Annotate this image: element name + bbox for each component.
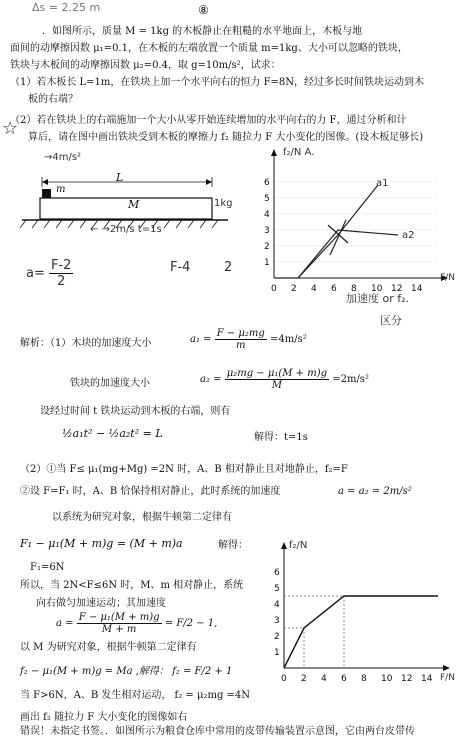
sol-p2-12: 画出 f₂ 随拉力 F 大小变化的图像如右 — [20, 712, 188, 723]
graph1-a2: a2 — [402, 230, 415, 241]
hand-note-cn2: 区分 — [380, 314, 402, 327]
problem-q2-a: （2）若在铁块上的右端施加一个大小从零开始连续增加的水平向右的力 F，通过分析和计 — [10, 115, 407, 126]
x-tick-label: 14 — [411, 284, 423, 294]
sol-p2-11: 当 F>6N，A、B 发生相对运动， f₂ = μ₂mg =4N — [20, 690, 251, 701]
sol-head: 解析：（1）木块的加速度大小 — [20, 338, 152, 349]
x-tick-label: 8 — [351, 284, 357, 294]
sol-p2-8: a = $\frac{\text{F − μ₁(M + m)g}}{M + m}$ = F/2 − 1, — [56, 612, 218, 635]
y-tick-label: 1 — [264, 258, 270, 268]
problem-q2-b: 算后，请在图中画出铁块受到木板的摩擦力 f₂ 随拉力 F 大小变化的图像。(设木板足够长) — [28, 132, 424, 143]
scratch-f-minus: F-4 — [170, 260, 191, 275]
label-m: m — [56, 184, 66, 195]
problem-q1-a: （1）若木板长 L=1m，在铁块上加一个水平向右的恒力 F=8N，经过多长时间铁块运动到木 — [10, 77, 425, 88]
y-tick-label: 1 — [274, 648, 280, 658]
question-number: ⑧ — [198, 3, 209, 17]
sol-p2-4r: 解得： — [218, 540, 248, 551]
x-tick-label: 2 — [301, 674, 307, 684]
hand-note-1kg: 1kg — [214, 198, 233, 209]
problem-line-2: 面间的动摩擦因数 μ₁=0.1，在木板的左端放置一个质量 m=1kg、大小可以忽略的铁块， — [10, 43, 408, 54]
graph-2 — [268, 538, 458, 688]
y-tick-label: 3 — [264, 226, 270, 236]
sol-a2-eq: a₂ = $\frac{\text{μ₂mg − μ₁(M + m)g}}{M}$ =2m/s² — [200, 368, 369, 391]
sol-time: 设经过时间 t 铁块运动到木板的右端，则有 — [40, 406, 231, 417]
y-tick-label: 6 — [274, 568, 280, 578]
x-tick-label: 8 — [361, 674, 367, 684]
sol-p2-6: 所以，当 2N<F≤6N 时，M、m 相对静止，系统 — [20, 580, 244, 591]
y-tick-label: 4 — [264, 210, 270, 220]
sol-disp-result: 解得：t=1s — [254, 432, 308, 443]
sol-p2-2r: a = a₂ = 2m/s² — [338, 486, 412, 497]
hand-note-cn: 加速度 or f₂. — [346, 292, 410, 305]
x-tick-label: 6 — [331, 284, 337, 294]
x-tick-label: 2 — [291, 284, 297, 294]
y-tick-label: 2 — [264, 242, 270, 252]
sol-p2-2: ②设 F=F₁ 时，A、B 恰保持相对静止，此时系统的加速度 — [20, 486, 281, 497]
y-tick-label: 5 — [264, 194, 270, 204]
sol-p2-5: F₁=6N — [30, 562, 65, 573]
star-mark: ☆ — [2, 118, 19, 139]
scratch-a-formula: a= $\frac{F-2}{2}$ — [26, 258, 72, 289]
graph-1 — [258, 145, 458, 295]
x-tick-label: 0 — [281, 674, 287, 684]
problem-q1-b: 板的右端？ — [28, 94, 78, 105]
sol-p2-13: 错误！未指定书签。．如图所示为粮食仓库中常用的皮带传输装置示意图，它由两台皮带传 — [20, 726, 415, 737]
label-M: M — [128, 198, 140, 211]
sol-p2-1: （2）①当 F≤ μ₁(mg+Mg) =2N 时，A、B 相对静止且对地静止，f₂=F — [20, 464, 348, 475]
y-tick-label: 3 — [274, 616, 280, 626]
scratch-two: 2 — [224, 260, 233, 275]
y-tick-label: 4 — [274, 600, 280, 610]
sol-p2-7: 向右做匀加速运动；其加速度 — [36, 598, 166, 609]
problem-line-1: ．如图所示，质量 M = 1kg 的木板静止在粗糙的水平地面上，木板与地 — [42, 26, 363, 37]
x-tick-label: 6 — [341, 674, 347, 684]
graph1-x-label: F/N — [440, 273, 455, 283]
y-tick-label: 2 — [274, 632, 280, 642]
x-tick-label: 4 — [311, 284, 317, 294]
graph2-y-label: f₂/N — [289, 540, 308, 551]
x-tick-label: 14 — [421, 674, 433, 684]
sol-a1-eq: a₁ = $\frac{\text{F − μ₂mg}}{m}$ =4m/s² — [190, 328, 307, 351]
sol-p2-9: 以 M 为研究对象，根据牛顿第二定律有 — [20, 642, 197, 653]
sol-iron: 铁块的加速度大小 — [70, 378, 150, 389]
hand-note-top: →4m/s² — [44, 152, 82, 163]
graph1-a1: a1 — [376, 178, 389, 189]
y-tick-label: 5 — [274, 584, 280, 594]
top-fragment: Δs = 2.25 m — [32, 1, 101, 14]
sol-p2-4: F₁ − μ₁(M + m)g = (M + m)a — [20, 537, 183, 550]
x-tick-label: 12 — [391, 284, 403, 294]
x-tick-label: 4 — [321, 674, 327, 684]
x-tick-label: 10 — [381, 674, 393, 684]
graph2-x-label: F/N — [440, 673, 455, 683]
x-tick-label: 0 — [271, 284, 277, 294]
y-tick-label: 6 — [264, 178, 270, 188]
sol-p2-3: 以系统为研究对象，根据牛顿第二定律有 — [52, 512, 232, 523]
problem-line-3: 铁块与木板间的动摩擦因数 μ₂=0.4，取 g=10m/s²，试求： — [10, 60, 281, 71]
sol-disp-eq: ½a₁t² − ½a₂t² = L — [62, 427, 163, 440]
sol-p2-10: f₂ − μ₁(M + m)g = Ma ,解得： f₂ = F/2 + 1 — [20, 666, 233, 677]
x-tick-label: 10 — [371, 284, 383, 294]
graph1-y-label: f₂/N A. — [283, 147, 315, 158]
x-tick-label: 12 — [401, 674, 413, 684]
hand-note-bottom: ← →2m/s t=1s — [90, 224, 162, 235]
label-L: L — [116, 171, 124, 184]
